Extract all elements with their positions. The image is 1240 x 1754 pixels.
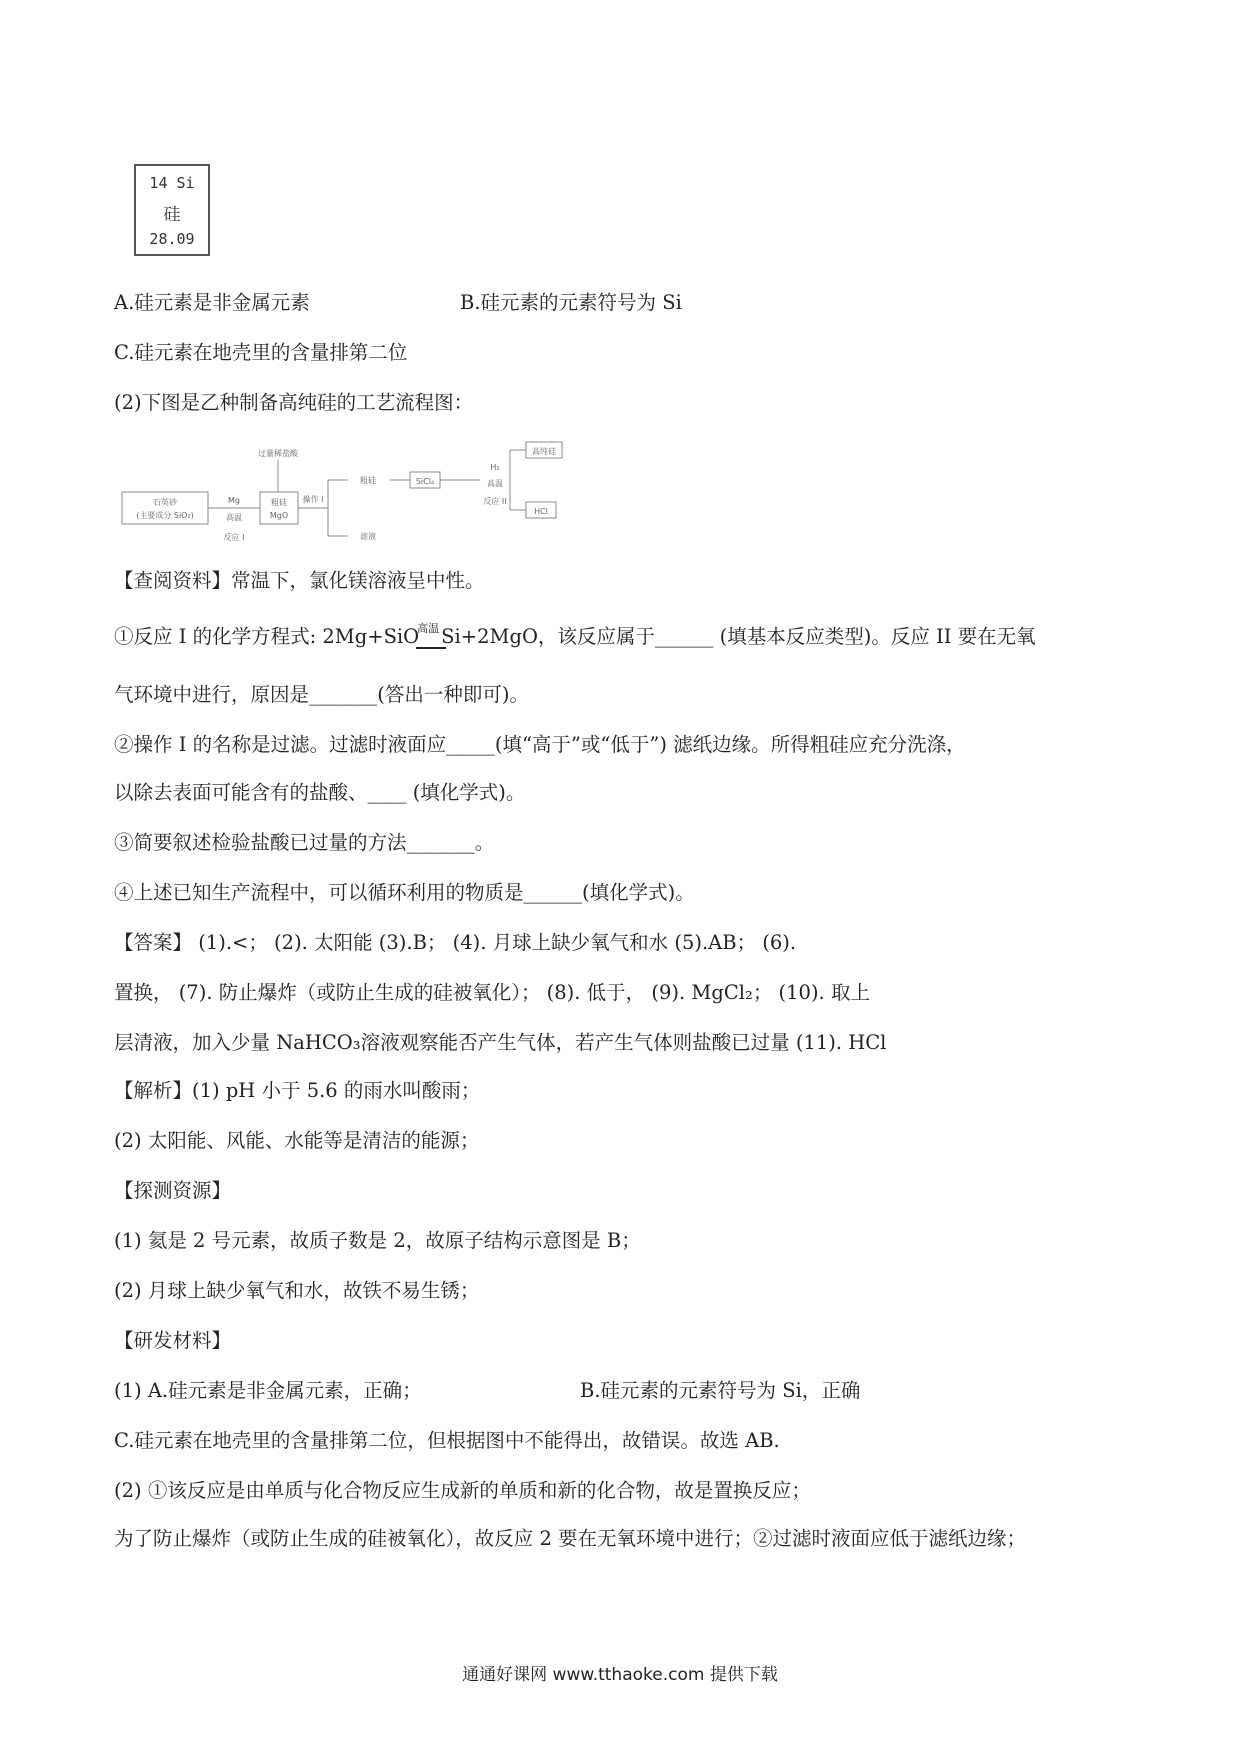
- flow-raw-1: 石英砂: [153, 498, 177, 507]
- equals-sign: [416, 647, 446, 649]
- explanation-10: 为了防止爆炸（或防止生成的硅被氧化），故反应 2 要在无氧环境中进行；②过滤时液面应低于滤纸边缘；: [114, 1527, 1027, 1550]
- explanation-9: (2) ①该反应是由单质与化合物反应生成新的单质和新的化合物，故是置换反应；: [114, 1479, 811, 1502]
- flow-operation-1: 操作 I: [302, 495, 324, 504]
- process-flow-diagram: [120, 440, 580, 550]
- flow-sicl4: SiCl₄: [415, 477, 435, 486]
- element-mass: 28.09: [149, 230, 195, 248]
- flow-hcl: HCl: [534, 507, 548, 516]
- question-1-line-1: [114, 624, 1036, 650]
- question-2-line-2: 以除去表面可能含有的盐酸、____ (填化学式)。: [114, 781, 526, 804]
- flow-crude-si: 粗硅: [360, 476, 376, 485]
- flow-high-temp-2: 高温: [487, 479, 503, 488]
- question-1-line-2: 气环境中进行，原因是_______(答出一种即可)。: [114, 683, 529, 706]
- flow-filtrate: 滤液: [360, 532, 376, 541]
- option-b: B.硅元素的元素符号为 Si: [460, 291, 682, 314]
- option-a: A.硅元素是非金属元素: [114, 291, 310, 314]
- explanation-2: (2) 太阳能、风能、水能等是清洁的能源；: [114, 1129, 480, 1152]
- answer-line-1: 【答案】 (1).<； (2). 太阳能 (3).B； (4). 月球上缺少氧气和水 (5).AB； (6).: [114, 931, 797, 954]
- section-detect-resources: 【探测资源】: [114, 1179, 232, 1202]
- condition-label: 高温: [417, 622, 440, 635]
- flow-reaction-2: 反应 II: [483, 497, 507, 506]
- explanation-5: (2) 月球上缺少氧气和水，故铁不易生锈；: [114, 1279, 480, 1302]
- question-2-line-1: ②操作 I 的名称是过滤。过滤时液面应_____(填“高于”或“低于”) 滤纸边缘。所得粗硅应充分洗涤，: [114, 733, 966, 756]
- q1-text-b: Si+2MgO，该反应属于______ (填基本反应类型)。反应 II 要在无氧: [441, 625, 1036, 648]
- explanation-7a: (1) A.硅元素是非金属元素，正确；: [114, 1379, 422, 1402]
- element-number-symbol: 14 Si: [149, 174, 195, 192]
- q1-text-a: ①反应 I 的化学方程式: 2Mg+SiO: [114, 625, 420, 648]
- option-c: C.硅元素在地壳里的含量排第二位: [114, 341, 408, 364]
- explanation-7b: B.硅元素的元素符号为 Si，正确: [580, 1379, 861, 1402]
- explanation-8: C.硅元素在地壳里的含量排第二位，但根据图中不能得出，故错误。故选 AB.: [114, 1429, 780, 1452]
- flow-excess-hcl: 过量稀盐酸: [258, 449, 298, 458]
- element-card-silicon: [134, 164, 210, 256]
- flow-high-temp: 高温: [226, 513, 242, 522]
- flow-crude-1: 粗硅: [271, 498, 287, 507]
- question-4: ④上述已知生产流程中，可以循环利用的物质是______(填化学式)。: [114, 881, 695, 904]
- part2-intro: (2)下图是乙种制备高纯硅的工艺流程图：: [114, 391, 474, 414]
- element-name: 硅: [163, 205, 181, 225]
- answer-line-2: 置换， (7). 防止爆炸（或防止生成的硅被氧化）； (8). 低于， (9). MgCl₂； (10). 取上: [114, 981, 870, 1004]
- flow-h2: H₂: [490, 463, 500, 472]
- page-footer: 通通好课网 www.tthaoke.com 提供下载: [462, 1665, 778, 1685]
- question-3: ③简要叙述检验盐酸已过量的方法_______。: [114, 831, 495, 854]
- explanation-4: (1) 氦是 2 号元素，故质子数是 2，故原子结构示意图是 B；: [114, 1229, 641, 1252]
- explanation-1: 【解析】(1) pH 小于 5.6 的雨水叫酸雨；: [114, 1079, 481, 1102]
- flow-reaction-1: 反应 I: [223, 533, 245, 542]
- flow-mg: Mg: [228, 496, 240, 505]
- flow-pure-si: 高纯硅: [532, 447, 556, 456]
- flow-crude-2: MgO: [269, 511, 289, 520]
- section-develop-materials: 【研发材料】: [114, 1329, 232, 1352]
- flow-raw-2: (主要成分 SiO₂): [136, 511, 194, 520]
- answer-line-3: 层清液，加入少量 NaHCO₃溶液观察能否产生气体，若产生气体则盐酸已过量 (11). HCl: [114, 1031, 887, 1054]
- reference-note: 【查阅资料】常温下，氯化镁溶液呈中性。: [114, 569, 485, 592]
